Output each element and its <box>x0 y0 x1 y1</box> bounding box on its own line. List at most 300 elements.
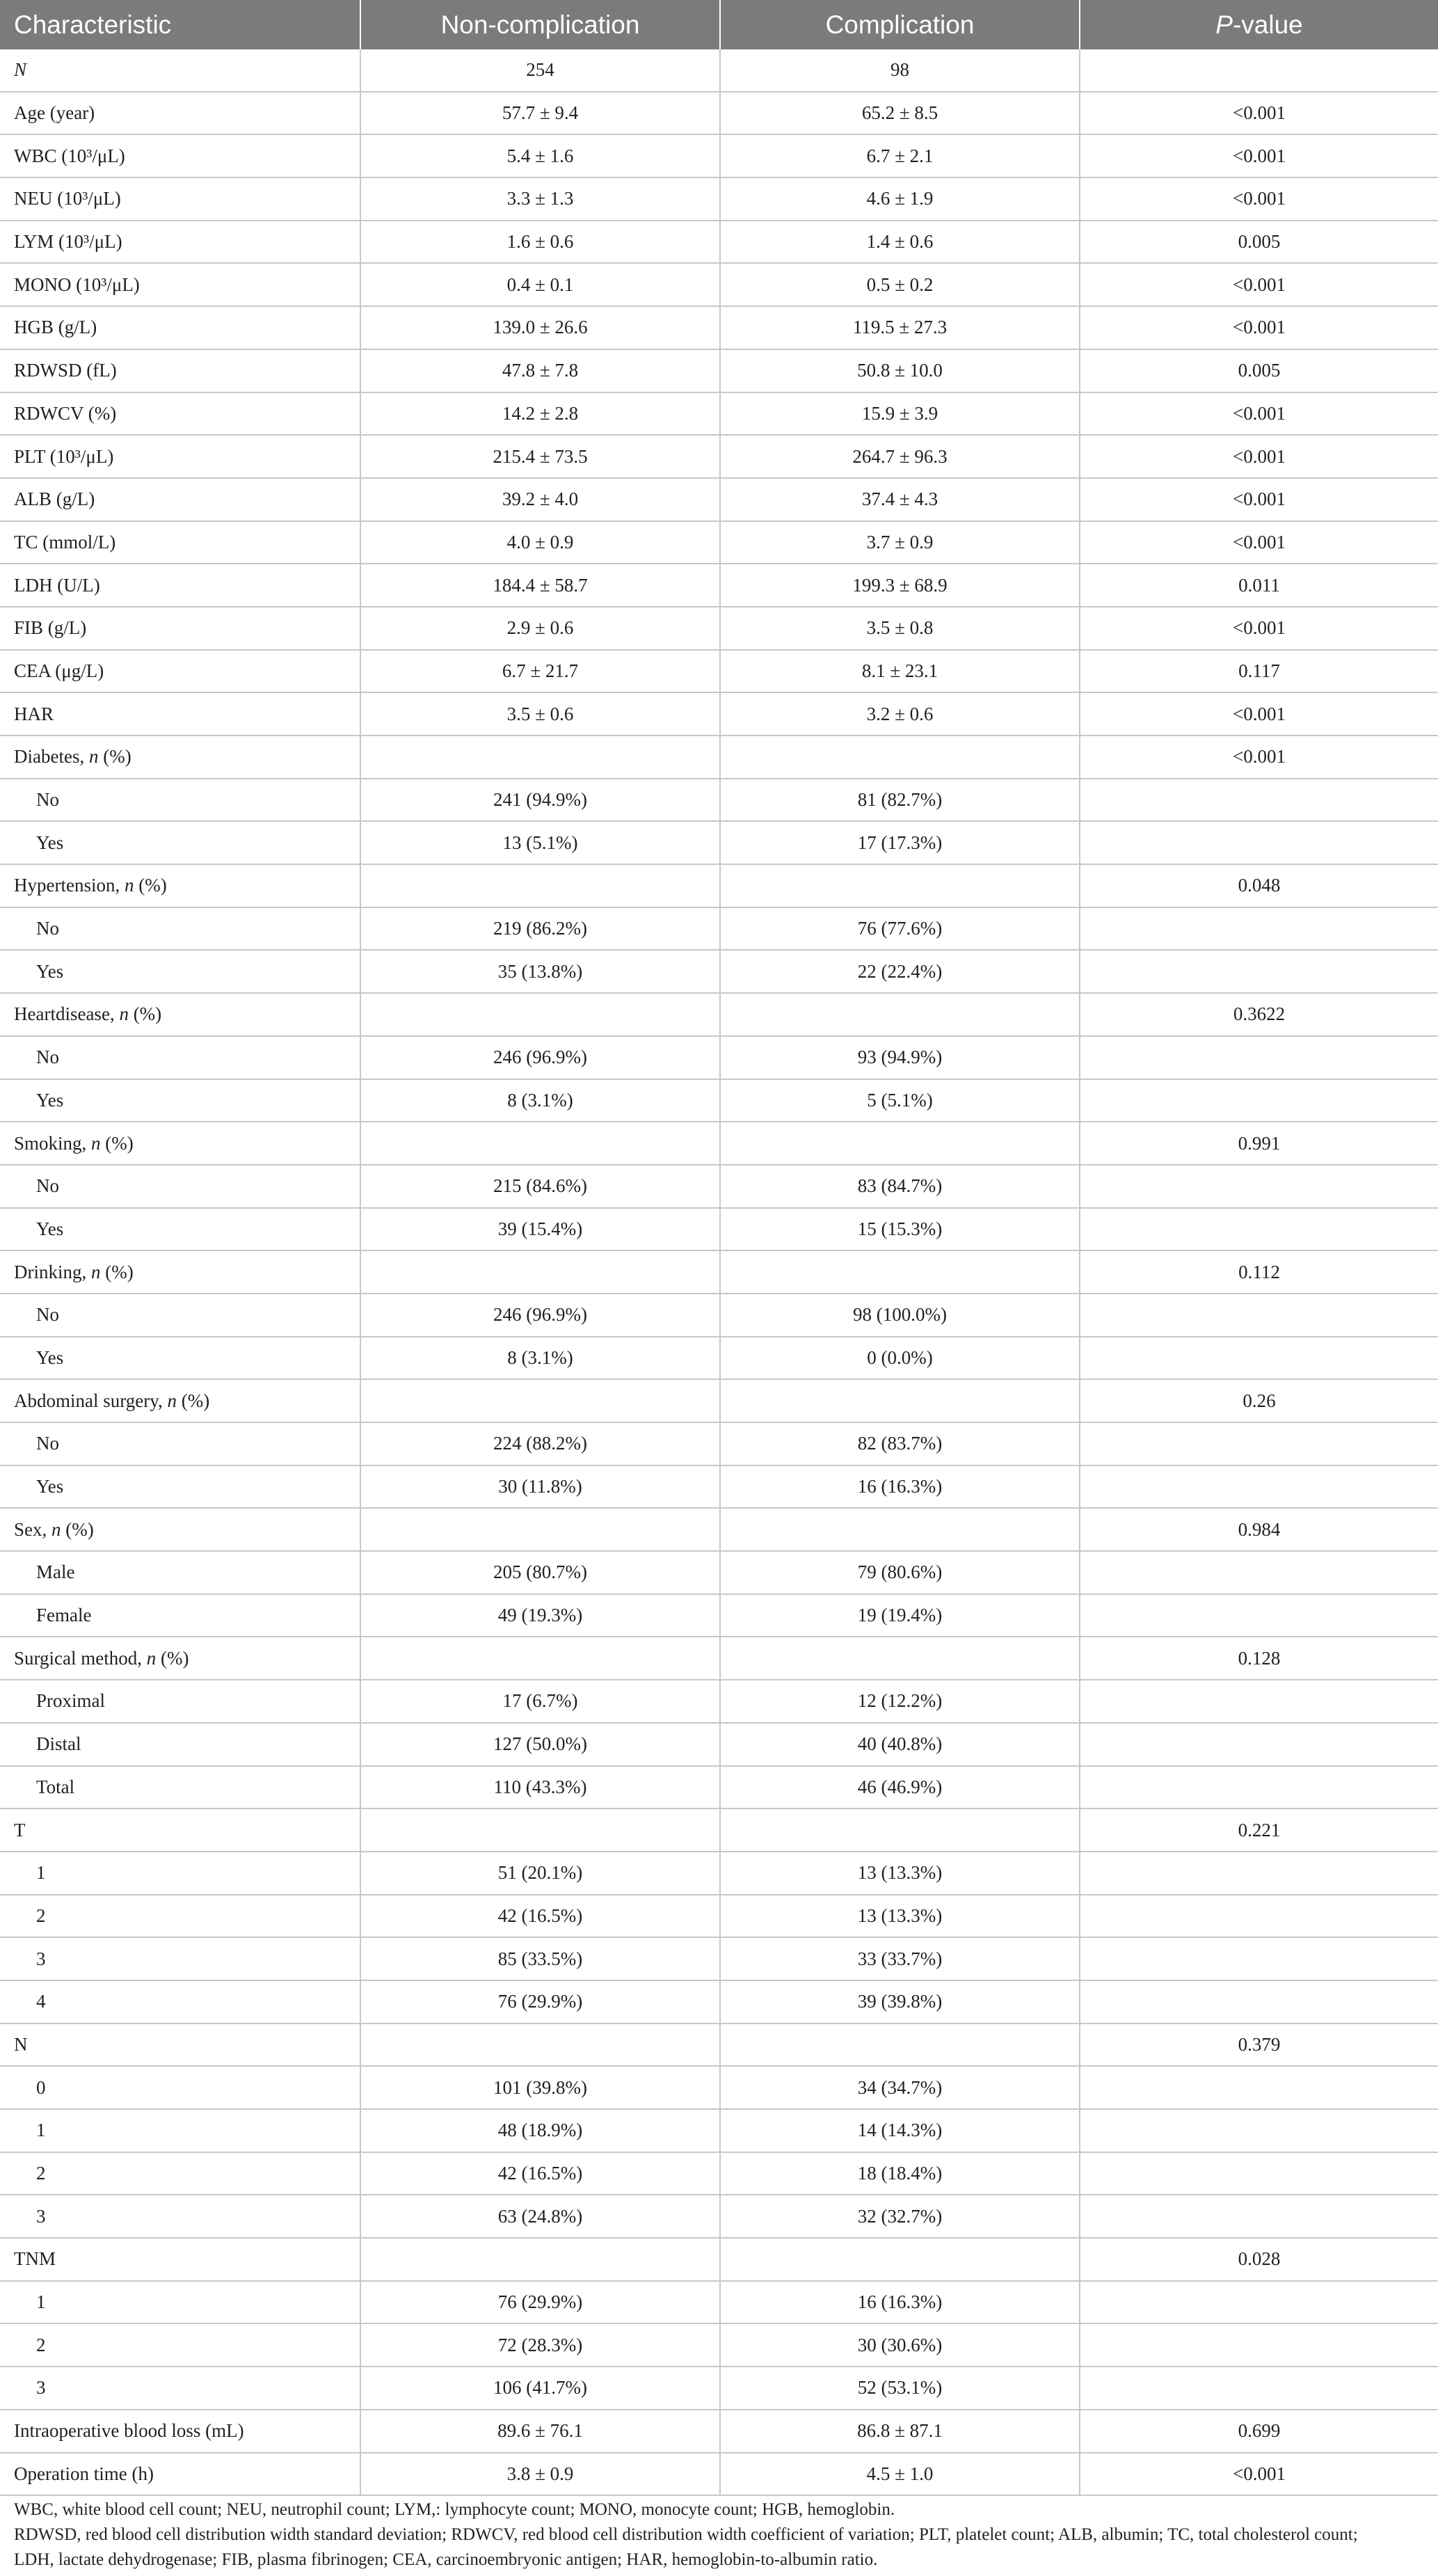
row-label <box>0 177 360 221</box>
table-row <box>0 736 1438 779</box>
row-label-text: RDWCV (%) <box>14 402 117 424</box>
cell-non-complication: 72 (28.3%) <box>360 2323 720 2367</box>
cell-non-complication: 39 (15.4%) <box>360 1208 720 1251</box>
cell-p-value: 0.112 <box>1080 1250 1438 1294</box>
table-row <box>0 1808 1438 1852</box>
row-label <box>0 2066 360 2109</box>
row-label <box>0 263 360 306</box>
row-label-suffix: (%) <box>156 1647 189 1669</box>
table-row <box>0 1079 1438 1122</box>
footnotes <box>14 2497 1433 2573</box>
header-characteristic: Characteristic <box>0 0 360 49</box>
cell-p-value: 0.991 <box>1080 1122 1438 1165</box>
row-label <box>0 1036 360 1079</box>
cell-p-value <box>1080 2323 1438 2367</box>
row-label-text: Total <box>36 1776 75 1797</box>
header-row <box>0 0 1438 49</box>
cell-complication: 15.9 ± 3.9 <box>720 392 1080 436</box>
cell-p-value <box>1080 950 1438 993</box>
table-row <box>0 950 1438 993</box>
cell-p-value <box>1080 907 1438 951</box>
row-label <box>0 1508 360 1551</box>
row-label-text: 1 <box>36 2291 46 2313</box>
row-label-italic: n <box>88 746 99 768</box>
cell-p-value <box>1080 1165 1438 1208</box>
cell-non-complication: 215 (84.6%) <box>360 1165 720 1208</box>
row-label-text: Sex, <box>14 1518 51 1540</box>
row-label-italic: n <box>91 1132 101 1154</box>
cell-complication: 98 (100.0%) <box>720 1294 1080 1337</box>
cell-complication: 98 <box>720 49 1080 92</box>
cell-complication: 4.6 ± 1.9 <box>720 177 1080 221</box>
cell-complication: 264.7 ± 96.3 <box>720 435 1080 478</box>
cell-p-value <box>1080 821 1438 864</box>
table-row <box>0 1937 1438 1980</box>
cell-complication: 39 (39.8%) <box>720 1980 1080 2024</box>
row-label-suffix: (%) <box>61 1518 94 1540</box>
cell-complication: 46 (46.9%) <box>720 1766 1080 1809</box>
cell-complication: 6.7 ± 2.1 <box>720 134 1080 177</box>
cell-complication <box>720 1808 1080 1852</box>
table-row <box>0 1036 1438 1079</box>
row-label-text: No <box>36 1175 59 1197</box>
cell-non-complication: 215.4 ± 73.5 <box>360 435 720 478</box>
table-row <box>0 692 1438 736</box>
row-label-text: 2 <box>36 2334 46 2355</box>
table-row <box>0 2152 1438 2195</box>
cell-non-complication: 76 (29.9%) <box>360 1980 720 2024</box>
row-label-text: 1 <box>36 1862 46 1884</box>
footnote-line: LDH, lactate dehydrogenase; FIB, plasma fibrinogen; CEA, carcinoembryonic antigen; HAR, hemoglobin-to-albumin ratio. <box>14 2550 878 2569</box>
row-label <box>0 49 360 92</box>
row-label <box>0 907 360 951</box>
cell-complication: 76 (77.6%) <box>720 907 1080 951</box>
row-label <box>0 392 360 436</box>
row-label <box>0 221 360 264</box>
row-label-italic: N <box>14 59 27 81</box>
cell-p-value: 0.699 <box>1080 2410 1438 2453</box>
row-label-italic: n <box>124 875 134 896</box>
cell-complication: 15 (15.3%) <box>720 1208 1080 1251</box>
cell-non-complication <box>360 1508 720 1551</box>
table-row <box>0 1723 1438 1766</box>
cell-p-value: 0.005 <box>1080 221 1438 264</box>
cell-p-value: 0.048 <box>1080 864 1438 907</box>
table-row <box>0 478 1438 521</box>
row-label-text: 3 <box>36 2377 46 2399</box>
cell-non-complication: 205 (80.7%) <box>360 1551 720 1594</box>
cell-complication <box>720 1122 1080 1165</box>
cell-non-complication: 13 (5.1%) <box>360 821 720 864</box>
row-label-text: Operation time (h) <box>14 2463 154 2484</box>
cell-p-value <box>1080 2367 1438 2410</box>
cell-p-value: <0.001 <box>1080 92 1438 135</box>
cell-non-complication: 110 (43.3%) <box>360 1766 720 1809</box>
table-row <box>0 221 1438 264</box>
row-label-text: T <box>14 1819 26 1840</box>
row-label <box>0 1422 360 1465</box>
table-row <box>0 1551 1438 1594</box>
row-label-text: Smoking, <box>14 1132 92 1154</box>
row-label-text: Female <box>36 1605 92 1626</box>
row-label-text: Intraoperative blood loss (mL) <box>14 2420 244 2442</box>
cell-non-complication: 101 (39.8%) <box>360 2066 720 2109</box>
cell-p-value <box>1080 1895 1438 1938</box>
row-label-text: FIB (g/L) <box>14 617 87 639</box>
cell-p-value <box>1080 1208 1438 1251</box>
cell-non-complication <box>360 1637 720 1680</box>
row-label <box>0 1852 360 1895</box>
row-label <box>0 692 360 736</box>
row-label-text: Proximal <box>36 1690 105 1712</box>
table-row <box>0 607 1438 650</box>
row-label-text: Age (year) <box>14 102 95 124</box>
cell-non-complication: 106 (41.7%) <box>360 2367 720 2410</box>
cell-complication: 13 (13.3%) <box>720 1895 1080 1938</box>
cell-p-value <box>1080 2281 1438 2324</box>
table-row <box>0 2281 1438 2324</box>
cell-complication: 5 (5.1%) <box>720 1079 1080 1122</box>
cell-p-value: <0.001 <box>1080 263 1438 306</box>
cell-complication: 0 (0.0%) <box>720 1337 1080 1380</box>
cell-p-value: <0.001 <box>1080 692 1438 736</box>
row-label <box>0 1637 360 1680</box>
cell-non-complication: 3.3 ± 1.3 <box>360 177 720 221</box>
table-row <box>0 2024 1438 2067</box>
table-row <box>0 1508 1438 1551</box>
cell-non-complication: 6.7 ± 21.7 <box>360 650 720 693</box>
cell-p-value: 0.028 <box>1080 2238 1438 2281</box>
cell-complication <box>720 993 1080 1036</box>
table-row <box>0 2195 1438 2238</box>
table-row <box>0 1852 1438 1895</box>
cell-p-value: 0.128 <box>1080 1637 1438 1680</box>
row-label-italic: n <box>119 1003 129 1025</box>
row-label <box>0 2024 360 2067</box>
cell-complication <box>720 2238 1080 2281</box>
cell-p-value <box>1080 1422 1438 1465</box>
cell-p-value <box>1080 2152 1438 2195</box>
cell-complication: 17 (17.3%) <box>720 821 1080 864</box>
row-label-text: 2 <box>36 1905 46 1926</box>
cell-complication: 65.2 ± 8.5 <box>720 92 1080 135</box>
row-label-suffix: (%) <box>98 746 131 768</box>
row-label <box>0 2109 360 2152</box>
row-label <box>0 736 360 779</box>
row-label-text: N <box>14 2033 28 2055</box>
row-label-text: No <box>36 1047 59 1068</box>
row-label-text: Yes <box>36 1218 64 1239</box>
cell-non-complication: 8 (3.1%) <box>360 1337 720 1380</box>
row-label-text: Hypertension, <box>14 875 125 896</box>
cell-p-value: <0.001 <box>1080 134 1438 177</box>
table-row <box>0 1422 1438 1465</box>
cell-p-value <box>1080 2066 1438 2109</box>
cell-p-value <box>1080 2195 1438 2238</box>
table-row <box>0 1680 1438 1723</box>
row-label-text: CEA (μg/L) <box>14 660 104 681</box>
cell-non-complication: 47.8 ± 7.8 <box>360 349 720 392</box>
cell-p-value: <0.001 <box>1080 521 1438 564</box>
table-row <box>0 864 1438 907</box>
cell-complication: 86.8 ± 87.1 <box>720 2410 1080 2453</box>
cell-p-value <box>1080 1980 1438 2024</box>
cell-non-complication: 3.8 ± 0.9 <box>360 2453 720 2496</box>
row-label-suffix: (%) <box>100 1132 134 1154</box>
table-row <box>0 907 1438 951</box>
cell-p-value: <0.001 <box>1080 435 1438 478</box>
row-label <box>0 1680 360 1723</box>
cell-p-value: 0.3622 <box>1080 993 1438 1036</box>
cell-complication: 18 (18.4%) <box>720 2152 1080 2195</box>
row-label <box>0 1122 360 1165</box>
table-row <box>0 1895 1438 1938</box>
cell-non-complication <box>360 993 720 1036</box>
cell-non-complication: 1.6 ± 0.6 <box>360 221 720 264</box>
cell-non-complication: 254 <box>360 49 720 92</box>
cell-p-value <box>1080 1766 1438 1809</box>
header-complication: Complication <box>720 0 1080 49</box>
row-label <box>0 2410 360 2453</box>
row-label <box>0 1723 360 1766</box>
table-row <box>0 2410 1438 2453</box>
header-non-complication: Non-complication <box>360 0 720 49</box>
row-label <box>0 134 360 177</box>
table-row <box>0 2238 1438 2281</box>
cell-complication: 37.4 ± 4.3 <box>720 478 1080 521</box>
table-row <box>0 263 1438 306</box>
cell-non-complication: 246 (96.9%) <box>360 1294 720 1337</box>
cell-complication: 22 (22.4%) <box>720 950 1080 993</box>
cell-non-complication: 57.7 ± 9.4 <box>360 92 720 135</box>
cell-non-complication: 14.2 ± 2.8 <box>360 392 720 436</box>
row-label <box>0 1294 360 1337</box>
row-label <box>0 92 360 135</box>
row-label <box>0 650 360 693</box>
table-row <box>0 1980 1438 2024</box>
row-label <box>0 1551 360 1594</box>
cell-complication: 16 (16.3%) <box>720 1465 1080 1509</box>
row-label-text: NEU (10³/μL) <box>14 188 121 209</box>
row-label-text: No <box>36 1433 59 1454</box>
cell-non-complication: 246 (96.9%) <box>360 1036 720 1079</box>
table-row <box>0 49 1438 92</box>
cell-p-value <box>1080 1723 1438 1766</box>
cell-complication: 119.5 ± 27.3 <box>720 306 1080 349</box>
row-label-text: TC (mmol/L) <box>14 531 116 552</box>
cell-complication <box>720 736 1080 779</box>
cell-non-complication <box>360 1379 720 1422</box>
cell-non-complication <box>360 2238 720 2281</box>
row-label-text: 0 <box>36 2076 46 2098</box>
cell-non-complication <box>360 736 720 779</box>
row-label <box>0 864 360 907</box>
cell-non-complication: 42 (16.5%) <box>360 2152 720 2195</box>
table-row <box>0 1465 1438 1509</box>
row-label <box>0 2152 360 2195</box>
cell-non-complication: 219 (86.2%) <box>360 907 720 951</box>
cell-complication <box>720 1508 1080 1551</box>
row-label <box>0 950 360 993</box>
row-label <box>0 1250 360 1294</box>
table-row <box>0 1165 1438 1208</box>
cell-complication <box>720 1379 1080 1422</box>
row-label-italic: n <box>51 1518 61 1540</box>
cell-non-complication: 4.0 ± 0.9 <box>360 521 720 564</box>
row-label <box>0 993 360 1036</box>
table-row <box>0 1122 1438 1165</box>
cell-p-value: <0.001 <box>1080 392 1438 436</box>
table-row <box>0 650 1438 693</box>
cell-p-value: <0.001 <box>1080 306 1438 349</box>
cell-complication: 13 (13.3%) <box>720 1852 1080 1895</box>
row-label-text: Yes <box>36 1089 64 1111</box>
row-label-text: No <box>36 789 59 811</box>
row-label <box>0 1165 360 1208</box>
table-row <box>0 435 1438 478</box>
table-row <box>0 1337 1438 1380</box>
row-label <box>0 435 360 478</box>
cell-non-complication: 3.5 ± 0.6 <box>360 692 720 736</box>
cell-non-complication: 139.0 ± 26.6 <box>360 306 720 349</box>
header-p-value <box>1080 0 1438 49</box>
cell-complication <box>720 1637 1080 1680</box>
row-label-text: Diabetes, <box>14 746 89 768</box>
cell-p-value <box>1080 1036 1438 1079</box>
cell-p-value: <0.001 <box>1080 736 1438 779</box>
cell-complication: 82 (83.7%) <box>720 1422 1080 1465</box>
table-row <box>0 134 1438 177</box>
row-label-text: MONO (10³/μL) <box>14 273 140 295</box>
cell-non-complication: 85 (33.5%) <box>360 1937 720 1980</box>
cell-complication: 81 (82.7%) <box>720 779 1080 822</box>
table-row <box>0 1379 1438 1422</box>
row-label <box>0 2367 360 2410</box>
cell-p-value: <0.001 <box>1080 2453 1438 2496</box>
footnote-line: WBC, white blood cell count; NEU, neutrophil count; LYM,: lymphocyte count; MONO, monocyte count; HGB, hemoglobin. <box>14 2500 895 2519</box>
table-row <box>0 2453 1438 2496</box>
table-row <box>0 2109 1438 2152</box>
row-label-text: Yes <box>36 1346 64 1368</box>
cell-p-value <box>1080 1337 1438 1380</box>
row-label-text: 4 <box>36 1991 46 2012</box>
row-label <box>0 1594 360 1637</box>
row-label-text: No <box>36 1304 59 1326</box>
row-label-text: PLT (10³/μL) <box>14 445 114 467</box>
row-label-text: HGB (g/L) <box>14 317 97 338</box>
cell-complication: 3.5 ± 0.8 <box>720 607 1080 650</box>
cell-complication: 33 (33.7%) <box>720 1937 1080 1980</box>
cell-p-value <box>1080 1294 1438 1337</box>
row-label-text: Male <box>36 1561 75 1583</box>
row-label <box>0 1937 360 1980</box>
row-label-text: RDWSD (fL) <box>14 360 117 381</box>
table-row <box>0 392 1438 436</box>
row-label <box>0 1208 360 1251</box>
row-label <box>0 1895 360 1938</box>
header-p-italic: P <box>1215 10 1233 39</box>
cell-non-complication: 49 (19.3%) <box>360 1594 720 1637</box>
table-row <box>0 564 1438 607</box>
cell-complication: 14 (14.3%) <box>720 2109 1080 2152</box>
cell-complication: 83 (84.7%) <box>720 1165 1080 1208</box>
table-row <box>0 177 1438 221</box>
cell-complication <box>720 2024 1080 2067</box>
table-header <box>0 0 1438 49</box>
row-label-text: Yes <box>36 1476 64 1497</box>
cell-non-complication: 42 (16.5%) <box>360 1895 720 1938</box>
row-label <box>0 779 360 822</box>
row-label-text: WBC (10³/μL) <box>14 145 125 166</box>
cell-p-value <box>1080 2109 1438 2152</box>
cell-p-value <box>1080 49 1438 92</box>
row-label <box>0 1379 360 1422</box>
row-label <box>0 1465 360 1509</box>
row-label <box>0 521 360 564</box>
cell-non-complication <box>360 1250 720 1294</box>
row-label <box>0 2323 360 2367</box>
cell-complication: 199.3 ± 68.9 <box>720 564 1080 607</box>
cell-complication <box>720 864 1080 907</box>
cell-p-value: 0.379 <box>1080 2024 1438 2067</box>
cell-non-complication: 241 (94.9%) <box>360 779 720 822</box>
cell-p-value: 0.984 <box>1080 1508 1438 1551</box>
cell-non-complication <box>360 864 720 907</box>
table-row <box>0 92 1438 135</box>
cell-non-complication: 2.9 ± 0.6 <box>360 607 720 650</box>
cell-non-complication <box>360 1122 720 1165</box>
row-label-italic: n <box>146 1647 157 1669</box>
table-row <box>0 779 1438 822</box>
cell-non-complication: 127 (50.0%) <box>360 1723 720 1766</box>
cell-p-value: 0.26 <box>1080 1379 1438 1422</box>
row-label <box>0 1980 360 2024</box>
row-label-text: Surgical method, <box>14 1647 147 1669</box>
table-row <box>0 1294 1438 1337</box>
cell-non-complication: 5.4 ± 1.6 <box>360 134 720 177</box>
cell-non-complication: 17 (6.7%) <box>360 1680 720 1723</box>
cell-complication: 3.7 ± 0.9 <box>720 521 1080 564</box>
row-label-text: 3 <box>36 2205 46 2227</box>
cell-p-value <box>1080 1594 1438 1637</box>
cell-p-value: 0.011 <box>1080 564 1438 607</box>
cell-p-value: 0.117 <box>1080 650 1438 693</box>
row-label-text: Distal <box>36 1733 81 1755</box>
row-label-text: 3 <box>36 1948 46 1969</box>
table-body <box>0 49 1438 2495</box>
row-label-suffix: (%) <box>134 875 167 896</box>
cell-complication: 93 (94.9%) <box>720 1036 1080 1079</box>
cell-p-value: 0.005 <box>1080 349 1438 392</box>
cell-p-value <box>1080 1551 1438 1594</box>
cell-complication: 79 (80.6%) <box>720 1551 1080 1594</box>
cell-non-complication: 224 (88.2%) <box>360 1422 720 1465</box>
table-row <box>0 521 1438 564</box>
cell-p-value: 0.221 <box>1080 1808 1438 1852</box>
cell-p-value <box>1080 1937 1438 1980</box>
row-label <box>0 349 360 392</box>
row-label <box>0 2238 360 2281</box>
cell-non-complication: 39.2 ± 4.0 <box>360 478 720 521</box>
cell-non-complication: 184.4 ± 58.7 <box>360 564 720 607</box>
row-label-text: No <box>36 918 59 939</box>
cell-non-complication: 8 (3.1%) <box>360 1079 720 1122</box>
table-row <box>0 1208 1438 1251</box>
table-row <box>0 349 1438 392</box>
cell-p-value: <0.001 <box>1080 607 1438 650</box>
table-row <box>0 1594 1438 1637</box>
row-label-text: Abdominal surgery, <box>14 1390 168 1411</box>
